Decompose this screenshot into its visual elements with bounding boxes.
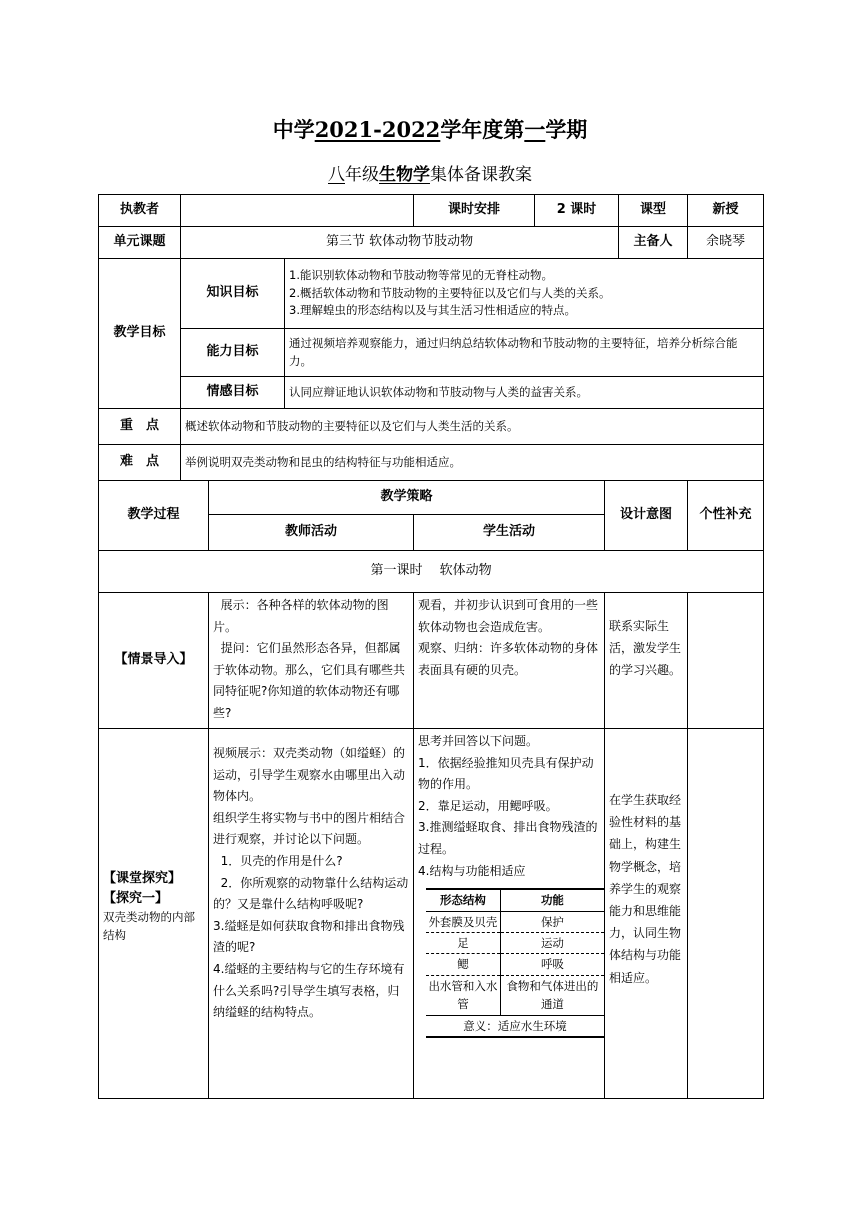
document-title (0, 114, 860, 144)
hours-value: 2 课时 (535, 195, 619, 227)
knowledge-goal-2: 2.概括软体动物和节肢动物的主要特征以及它们与人类的关系。 (289, 285, 611, 300)
structure-function-table (426, 888, 604, 1038)
table-footer: 意义：适应水生环境 (426, 1015, 604, 1037)
subtitle-subject: 生物学 (379, 165, 430, 185)
title-term: 一 (524, 117, 546, 142)
function-cell: 食物和气体进出的通道 (506, 978, 599, 1012)
explore-teacher-line-3: 1．贝壳的作用是什么? (213, 853, 343, 868)
explore-teacher-line-4: 2．你所观察的动物靠什么结构运动的？又是靠什么结构呼吸呢? (213, 875, 409, 912)
explore-student-line-1: 思考并回答以下问题。 (418, 734, 539, 748)
subtitle-rest: 集体备课教案 (430, 165, 532, 185)
explore-design-intent: 在学生获取经验性材料的基础上，构建生物学概念，培养学生的观察能力和思维能力，认同生物体结构与功能相适应。 (605, 729, 688, 1099)
explore-teacher-activity (209, 729, 414, 1099)
lesson-1-title: 第一课时 软体动物 (99, 551, 764, 593)
explore-sub-label: 【探究一】 (103, 891, 169, 907)
emotion-label: 情感目标 (181, 377, 285, 409)
type-value: 新授 (688, 195, 764, 227)
title-year: 2021-2022 (314, 117, 441, 142)
unit-value: 第三节 软体动物节肢动物 (181, 227, 619, 259)
structure-cell: 足 (426, 932, 500, 953)
explore-teacher-line-2: 组织学生将实物与书中的图片相结合进行观察，并讨论以下问题。 (213, 810, 406, 847)
knowledge-goal-3: 3.理解蝗虫的形态结构以及与其生活习性相适应的特点。 (289, 303, 576, 318)
subtitle-grade-suffix: 年级 (345, 165, 379, 185)
lead-value: 余晓琴 (688, 227, 764, 259)
explore-student-activity (414, 729, 605, 1099)
explore-label: 【课堂探究】 (103, 871, 182, 886)
intro-student-line-1: 观看，并初步认识到可食用的一些软体动物也会造成危害。 (418, 598, 599, 634)
function-cell: 运动 (500, 932, 604, 953)
difficulty-value: 举例说明双壳类动物和昆虫的结构特征与功能相适应。 (181, 445, 764, 481)
lead-label: 主备人 (619, 227, 688, 259)
document-subtitle (0, 160, 860, 185)
teacher-label: 执教者 (99, 195, 181, 227)
structure-header: 形态结构 (426, 889, 500, 911)
emotion-goal: 认同应辩证地认识软体动物和节肢动物与人类的益害关系。 (285, 377, 764, 409)
subtitle-grade: 八 (328, 165, 345, 185)
key-point-value: 概述软体动物和节肢动物的主要特征以及它们与人类生活的关系。 (181, 409, 764, 445)
explore-student-line-3: 2．靠足运动，用鳃呼吸。 (418, 798, 558, 813)
intro-design-intent: 联系实际生活，激发学生的学习兴趣。 (605, 593, 688, 729)
intro-teacher-line-2: 提问：它们虽然形态各异，但都属于软体动物。那么，它们具有哪些共同特征呢?你知道的软体动物还有哪些? (213, 641, 406, 720)
explore-sub-text: 双壳类动物的内部结构 (103, 910, 195, 943)
function-header: 功能 (500, 889, 604, 911)
difficulty-label: 难 点 (99, 445, 181, 481)
key-point-label: 重 点 (99, 409, 181, 445)
intro-teacher-line-1: 展示：各种各样的软体动物的图片。 (213, 598, 389, 634)
intent-label: 设计意图 (605, 481, 688, 551)
type-label: 课型 (619, 195, 688, 227)
intro-personal (688, 593, 764, 729)
intro-student-activity (414, 593, 605, 729)
knowledge-label: 知识目标 (181, 259, 285, 329)
title-semester: 学期 (545, 117, 588, 142)
teacher-value (181, 195, 414, 227)
student-activity-label: 学生活动 (414, 515, 605, 551)
teacher-activity-label: 教师活动 (209, 515, 414, 551)
structure-cell: 鳃 (426, 954, 500, 975)
structure-cell: 外套膜及贝壳 (426, 911, 500, 932)
knowledge-goal-1: 1.能识别软体动物和节肢动物等常见的无脊柱动物。 (289, 267, 553, 282)
title-school: 中学 (272, 117, 315, 142)
intro-label: 【情景导入】 (99, 593, 209, 729)
explore-teacher-line-6: 4.缢蛏的主要结构与它的生存环境有什么关系吗?引导学生填写表格，归纳缢蛏的结构特点。 (213, 961, 405, 1020)
unit-label: 单元课题 (99, 227, 181, 259)
knowledge-goals (285, 259, 764, 329)
process-label: 教学过程 (99, 481, 209, 551)
explore-student-line-2: 1．依据经验推知贝壳具有保护动物的作用。 (418, 755, 594, 792)
explore-label-cell (99, 729, 209, 1099)
ability-label: 能力目标 (181, 329, 285, 377)
goals-label: 教学目标 (99, 259, 181, 409)
personal-label: 个性补充 (688, 481, 764, 551)
function-cell: 呼吸 (500, 954, 604, 975)
strategy-label: 教学策略 (209, 481, 605, 515)
explore-teacher-line-5: 3.缢蛏是如何获取食物和排出食物残渣的呢? (213, 918, 405, 955)
explore-teacher-line-1: 视频展示：双壳类动物（如缢蛏）的运动，引导学生观察水由哪里出入动物体内。 (213, 746, 406, 804)
intro-student-line-2: 观察、归纳：许多软体动物的身体表面具有硬的贝壳。 (418, 641, 599, 677)
structure-cell: 出水管和入水管 (426, 975, 500, 1015)
explore-student-line-5: 4.结构与功能相适应 (418, 863, 526, 878)
explore-personal (688, 729, 764, 1099)
title-mid: 学年度第 (440, 117, 525, 142)
lesson-plan-table (98, 194, 764, 1099)
function-cell: 保护 (500, 911, 604, 932)
hours-label: 课时安排 (414, 195, 535, 227)
intro-teacher-activity (209, 593, 414, 729)
ability-goal: 通过视频培养观察能力，通过归纳总结软体动物和节肢动物的主要特征，培养分析综合能力。 (285, 329, 764, 377)
explore-student-line-4: 3.推测缢蛏取食、排出食物残渣的过程。 (418, 820, 598, 856)
